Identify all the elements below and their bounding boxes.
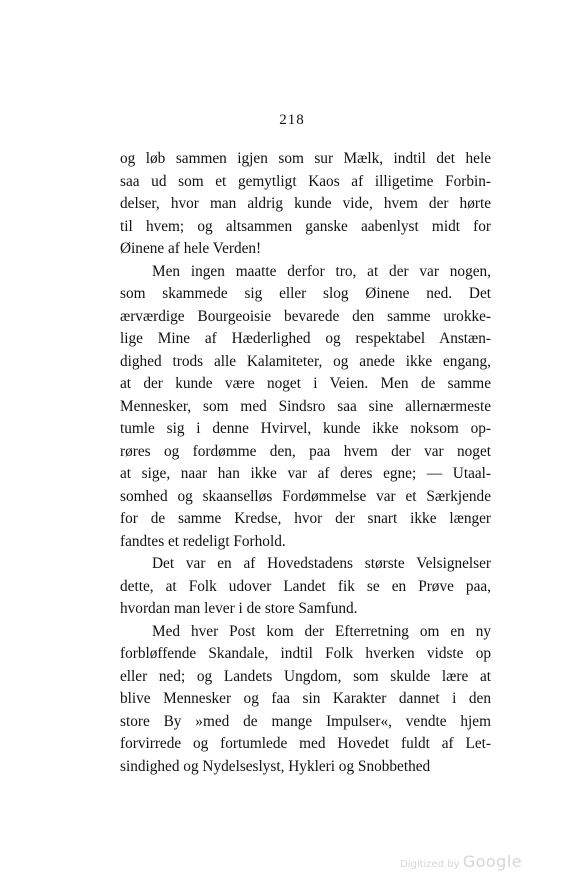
text-line: ærværdige Bourgeoisie bevarede den samme urokke- (120, 307, 491, 325)
paragraph (120, 261, 491, 554)
scan-watermark (400, 852, 522, 871)
text-line: forvirrede og fortumlede med Hovedet fuldt af Let- (120, 735, 491, 752)
text-line: saa ud som et gemytligt Kaos af illigetime Forbin- (120, 172, 491, 190)
text-line: Men ingen maatte derfor tro, at der var nogen, (152, 262, 491, 280)
watermark-prefix: Digitized by (400, 859, 460, 870)
text-line: dette, at Folk udover Landet fik se en Prøve paa, (120, 577, 491, 595)
text-line: eller ned; og Landets Ungdom, som skulde lære at (120, 667, 491, 685)
body-text (120, 148, 491, 778)
text-line: Mennesker, som med Sindsro saa sine allernærmeste (120, 397, 491, 415)
page-number: 218 (279, 112, 305, 128)
text-line: lige Mine af Hæderlighed og respektabel Anstæn- (120, 330, 491, 347)
text-line: Øinene af hele Verden! (120, 240, 262, 257)
text-line: forbløffende Skandale, indtil Folk hverken vidste op (120, 645, 491, 662)
text-line: tumle sig i denne Hvirvel, kunde ikke noksom op- (120, 420, 491, 437)
watermark-brand: Google (462, 852, 523, 871)
text-line: dighed trods alle Kalamiteter, og anede ikke engang, (120, 352, 491, 370)
text-line: Med hver Post kom der Efterretning om en ny (152, 622, 491, 640)
text-line: at sige, naar han ikke var af deres egne; — Utaal- (120, 465, 491, 482)
paragraph (120, 553, 491, 621)
paragraph (120, 148, 491, 261)
text-line: hvordan man lever i de store Samfund. (120, 600, 358, 617)
paragraph (120, 621, 491, 779)
text-line: store By »med de mange Impulser«, vendte hjem (120, 712, 491, 730)
text-line: at der kunde være noget i Veien. Men de samme (120, 375, 491, 392)
text-line: og løb sammen igjen som sur Mælk, indtil det hele (120, 150, 491, 167)
text-line: røres og fordømme den, paa hvem der var noget (120, 442, 491, 460)
text-line: fandtes et redeligt Forhold. (120, 532, 286, 550)
text-line: for de samme Kredse, hvor der snart ikke længer (120, 510, 491, 527)
text-line: til hvem; og altsammen ganske aabenlyst midt for (120, 217, 491, 235)
text-line: sindighed og Nydelseslyst, Hykleri og Snobbethed (120, 757, 431, 775)
text-line: Det var en af Hovedstadens største Velsignelser (152, 555, 491, 572)
text-line: delser, hvor man aldrig kunde vide, hvem der hørte (120, 195, 491, 212)
text-line: som skammede sig eller slog Øinene ned. Det (120, 285, 491, 302)
text-line: somhed og skaanselløs Fordømmelse var et Særkjende (120, 487, 491, 505)
text-line: blive Mennesker og faa sin Karakter dannet i den (120, 690, 491, 707)
